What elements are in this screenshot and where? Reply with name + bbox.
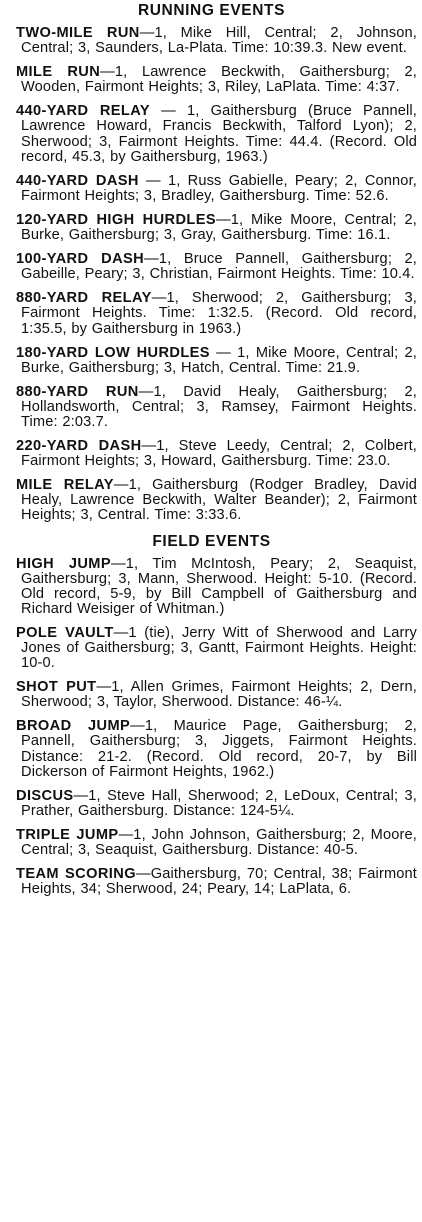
event-name: TWO-MILE RUN: [16, 25, 140, 41]
field-events-heading: FIELD EVENTS: [152, 532, 271, 550]
event-name: BROAD JUMP: [16, 718, 131, 735]
event-results: —1, Tim McIntosh, Peary; 2, Seaquist, Gaithersburg; 3, Mann, Sherwood. Height: 5-10. (Record. Old record, 5-9, by Bill Campbell of Gaithersburg and Richard Weisiger of Whitman.): [21, 555, 417, 617]
event-name: HIGH JUMP: [16, 555, 111, 572]
running-event-entry: [6, 478, 417, 523]
event-results: —1, Sherwood; 2, Gaithersburg; 3, Fairmont Heights. Time: 1:32.5. (Record. Old record, 1:35.5, by Gaithersburg in 1963.): [21, 290, 417, 337]
event-name: POLE VAULT: [16, 624, 114, 641]
running-event-entry: [6, 291, 417, 336]
event-results: —1 (tie), Jerry Witt of Sherwood and Larry Jones of Gaithersburg; 3, Gantt, Fairmont Heights. Height: 10-0.: [21, 624, 417, 672]
running-events-heading: RUNNING EVENTS: [137, 2, 286, 19]
running-event-entry: [6, 252, 417, 282]
running-event-entry: [6, 104, 417, 164]
field-event-entry: [6, 626, 417, 671]
event-results: —1, Lawrence Beckwith, Gaithersburg; 2, Wooden, Fairmont Heights; 3, Riley, LaPlata. Time: 4:37.: [21, 64, 417, 96]
event-name: 180-YARD LOW HURDLES: [16, 344, 210, 361]
event-results: —1, Maurice Page, Gaithersburg; 2, Pannell, Gaithersburg; 3, Jiggets, Fairmont Heights. Distance: 21-2. (Record. Old record, 20-7, by Bill Dickerson of Fairmont Heights, 1962.): [21, 718, 418, 780]
running-event-entry: [6, 65, 417, 95]
event-name: MILE RUN: [16, 64, 101, 81]
running-event-entry: [6, 385, 417, 430]
event-results: —1, John Johnson, Gaithersburg; 2, Moore, Central; 3, Seaquist, Gaithersburg. Distance: 40-5.: [21, 826, 417, 859]
event-results: —1, Gaithersburg (Rodger Bradley, David Healy, Lawrence Beckwith, Walter Beander); 2, Fairmont Heights; 3, Central. Time: 3:33.6.: [21, 477, 417, 524]
event-name: 100-YARD DASH: [16, 251, 145, 268]
running-events-list: [6, 26, 417, 524]
running-event-entry: [6, 213, 417, 243]
event-name: 880-YARD RUN: [16, 383, 139, 400]
event-results: —1, Allen Grimes, Fairmont Heights; 2, Dern, Sherwood; 3, Taylor, Sherwood. Distance: 46-¼.: [21, 679, 417, 711]
event-results: —Gaithersburg, 70; Central, 38; Fairmont Heights, 34; Sherwood, 24; Peary, 14; LaPlata, 6.: [21, 866, 417, 898]
event-name: MILE RELAY: [16, 477, 114, 494]
running-event-entry: [6, 174, 417, 204]
event-name: TRIPLE JUMP: [16, 826, 119, 843]
event-results: —1, Bruce Pannell, Gaithersburg; 2, Gabeille, Peary; 3, Christian, Fairmont Heights. Time: 10.4.: [21, 251, 417, 283]
field-event-entry: [6, 719, 417, 779]
event-name: 440-YARD DASH: [16, 172, 139, 189]
event-results: —1, David Healy, Gaithersburg; 2, Hollandsworth, Central; 3, Ramsey, Fairmont Heights. Time: 2:03.7.: [21, 383, 417, 430]
running-event-entry: [6, 26, 417, 56]
field-event-entry: [6, 680, 417, 710]
event-results: — 1, Mike Moore, Central; 2, Burke, Gaithersburg; 3, Hatch, Central. Time: 21.9.: [21, 344, 417, 376]
event-results: —1, Mike Moore, Central; 2, Burke, Gaithersburg; 3, Gray, Gaithersburg. Time: 16.1.: [21, 211, 417, 244]
event-results: —1, Steve Leedy, Central; 2, Colbert, Fairmont Heights; 3, Howard, Gaithersburg. Time: 23.0.: [21, 438, 418, 470]
event-results: — 1, Russ Gabielle, Peary; 2, Connor, Fairmont Heights; 3, Bradley, Gaithersburg. Time: 52.6.: [21, 172, 417, 204]
field-event-entry: [6, 828, 417, 858]
running-event-entry: [6, 346, 417, 376]
field-event-entry: [6, 867, 417, 897]
event-name: 220-YARD DASH: [16, 438, 142, 455]
event-name: TEAM SCORING: [16, 866, 136, 883]
field-events-list: [6, 557, 417, 898]
event-name: DISCUS: [16, 787, 74, 804]
event-name: 120-YARD HIGH HURDLES: [16, 211, 216, 228]
field-event-entry: [6, 557, 417, 617]
running-event-entry: [6, 439, 417, 469]
event-results: — 1, Gaithersburg (Bruce Pannell, Lawrence Howard, Francis Beckwith, Talford Lyon); 2, Sherwood; 3, Fairmont Heights. Time: 44.4. (Record. Old record, 45.3, by Gaithersburg, 1963.): [21, 103, 417, 165]
event-results: —1, Steve Hall, Sherwood; 2, LeDoux, Central; 3, Prather, Gaithersburg. Distance: 124-5¼.: [21, 787, 417, 819]
field-event-entry: [6, 789, 417, 819]
event-results: —1, Mike Hill, Central; 2, Johnson, Central; 3, Saunders, La-Plata. Time: 10:39.3. New event.: [21, 25, 418, 57]
event-name: SHOT PUT: [16, 679, 97, 696]
event-name: 880-YARD RELAY: [16, 290, 152, 307]
event-name: 440-YARD RELAY: [16, 103, 150, 120]
